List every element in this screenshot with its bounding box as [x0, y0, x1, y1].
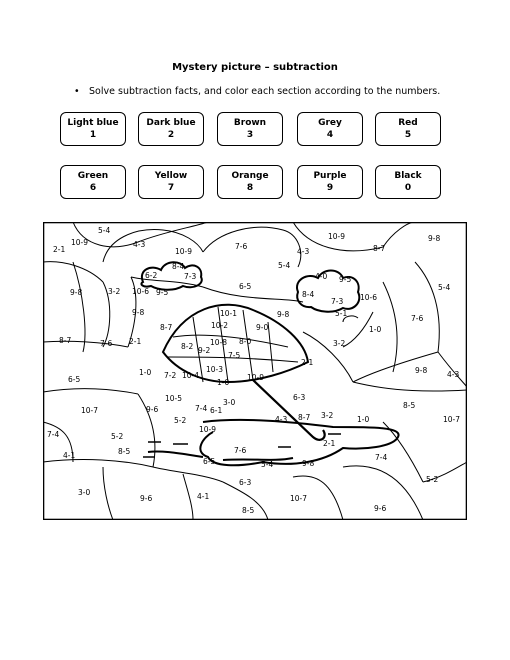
fact-label: 9-8 [277, 310, 290, 319]
fact-label: 10-9 [199, 425, 217, 434]
color-number: 0 [404, 183, 412, 193]
mystery-picture [43, 222, 467, 520]
fact-label: 8-7 [59, 336, 72, 345]
puddle-outline [200, 420, 398, 465]
region-line [43, 262, 103, 282]
fact-label: 5-4 [98, 226, 111, 235]
color-key-light-blue [60, 112, 126, 146]
region-line [153, 467, 223, 482]
region-line [43, 341, 128, 347]
fact-label: 3-0 [78, 488, 91, 497]
fact-label: 5-2 [111, 432, 124, 441]
umbrella-rib [268, 322, 273, 372]
fact-label: 1-0 [139, 368, 152, 377]
fact-label: 6-3 [293, 393, 306, 402]
fact-label: 10-7 [290, 494, 308, 503]
fact-label: 7-6 [100, 339, 113, 348]
region-line [383, 282, 397, 372]
region-line [103, 467, 113, 520]
fact-label: 3-2 [321, 411, 334, 420]
fact-label: 5-4 [438, 283, 451, 292]
fact-label: 10-9 [247, 373, 265, 382]
fact-label: 10-2 [211, 321, 229, 330]
color-number: 3 [246, 130, 254, 140]
color-name: Light blue [67, 118, 119, 128]
color-number: 6 [89, 183, 97, 193]
region-line [103, 230, 203, 262]
bullet-icon: • [74, 86, 80, 97]
fact-label: 5-2 [426, 475, 439, 484]
fact-label: 10-1 [220, 309, 238, 318]
fact-label: 6-5 [68, 375, 81, 384]
fact-label: 4-1 [63, 451, 76, 460]
color-name: Green [77, 171, 109, 181]
fact-label: 9-5 [156, 288, 169, 297]
color-key-yellow [138, 165, 204, 199]
umbrella-handle [253, 380, 325, 440]
fact-label: 10-8 [210, 338, 228, 347]
fact-label: 5-1 [335, 309, 348, 318]
fact-label: 8-7 [373, 244, 386, 253]
fact-label: 9-5 [339, 275, 352, 284]
region-line [415, 262, 439, 352]
fact-label: 10-4 [182, 371, 200, 380]
fact-label: 4-1 [197, 492, 210, 501]
fact-label: 8-4 [302, 290, 315, 299]
color-name: Grey [318, 118, 342, 128]
fact-label: 5-4 [278, 261, 291, 270]
fact-label: 10-6 [360, 293, 378, 302]
fact-label: 7-6 [235, 242, 248, 251]
fact-label: 6-5 [203, 457, 216, 466]
fact-label: 4-3 [275, 415, 288, 424]
fact-label: 6-2 [145, 271, 158, 280]
fact-label: 8-4 [172, 262, 185, 271]
color-key-black [375, 165, 441, 199]
fact-label: 10-6 [132, 287, 150, 296]
region-line [203, 287, 303, 302]
fact-label: 9-8 [132, 308, 145, 317]
color-key-red [375, 112, 441, 146]
fact-label: 8-0 [239, 337, 252, 346]
fact-label: 9-8 [302, 459, 315, 468]
fact-label: 2-1 [129, 337, 142, 346]
fact-label: 9-2 [198, 346, 211, 355]
fact-label: 9-8 [428, 234, 441, 243]
fact-label: 7-5 [228, 351, 241, 360]
fact-label: 5-4 [261, 460, 274, 469]
picture-frame [44, 223, 467, 520]
color-name: Red [398, 118, 418, 128]
fact-label: 7-6 [234, 446, 247, 455]
fact-label: 9-8 [70, 288, 83, 297]
page-title: Mystery picture – subtraction [172, 62, 338, 73]
color-key-brown [217, 112, 283, 146]
fact-label: 6-1 [210, 406, 223, 415]
fact-label: 2-1 [301, 358, 314, 367]
color-key-green [60, 165, 126, 199]
color-key-purple [297, 165, 363, 199]
picture-outline-svg [43, 222, 467, 520]
color-name: Yellow [154, 171, 188, 181]
fact-label: 7-4 [375, 453, 388, 462]
color-number: 5 [404, 130, 412, 140]
region-line [353, 382, 467, 391]
fact-label: 10-9 [328, 232, 346, 241]
fact-label: 10-9 [71, 238, 89, 247]
fact-label: 4-3 [447, 370, 460, 379]
region-line [43, 460, 153, 467]
color-number: 1 [89, 130, 97, 140]
color-number: 8 [246, 183, 254, 193]
fact-label: 1-0 [357, 415, 370, 424]
fact-label: 9-0 [256, 323, 269, 332]
color-name: Orange [231, 171, 269, 181]
fact-label: 2-1 [53, 245, 66, 254]
fact-label: 3-2 [108, 287, 121, 296]
fact-label: 10-3 [206, 365, 224, 374]
region-line [383, 222, 415, 247]
region-line [43, 388, 138, 394]
color-number: 2 [167, 130, 175, 140]
fact-label: 8-5 [403, 401, 416, 410]
fact-label: 5-2 [174, 416, 187, 425]
fact-label: 9-6 [374, 504, 387, 513]
region-line [303, 332, 353, 382]
color-name: Dark blue [146, 118, 196, 128]
fact-label: 9-8 [415, 366, 428, 375]
fact-label: 4-3 [133, 240, 146, 249]
fact-label: 7-2 [164, 371, 177, 380]
fact-label: 7-3 [331, 297, 344, 306]
region-line [183, 474, 193, 520]
fact-label: 7-4 [195, 404, 208, 413]
puddle-outline [223, 458, 293, 460]
fact-label: 7-6 [411, 314, 424, 323]
fact-label: 3-0 [223, 398, 236, 407]
fact-label: 6-3 [239, 478, 252, 487]
fact-label: 4-3 [297, 247, 310, 256]
fact-label: 10-7 [81, 406, 99, 415]
color-key-dark-blue [138, 112, 204, 146]
fact-label: 1-0 [217, 378, 230, 387]
color-name: Black [394, 171, 422, 181]
instruction-text [74, 86, 440, 97]
region-line [383, 422, 423, 482]
color-key-orange [217, 165, 283, 199]
fact-label: 8-5 [118, 447, 131, 456]
fact-label: 2-1 [323, 439, 336, 448]
fact-label: 8-7 [298, 413, 311, 422]
fact-label: 8-2 [181, 342, 194, 351]
fact-label: 8-5 [242, 506, 255, 515]
fact-label: 7-4 [47, 430, 60, 439]
region-line [73, 262, 85, 352]
color-number: 9 [326, 183, 334, 193]
fact-label: 10-9 [175, 247, 193, 256]
fact-label: 3-2 [333, 339, 346, 348]
fact-label: 9-6 [140, 494, 153, 503]
fact-label: 1-0 [369, 325, 382, 334]
puddle-outline [148, 451, 203, 457]
fact-label: 10-5 [165, 394, 183, 403]
color-name: Purple [313, 171, 347, 181]
instruction-label: Solve subtraction facts, and color each section according to the numbers. [89, 86, 441, 97]
fact-label: 6-5 [239, 282, 252, 291]
color-number: 4 [326, 130, 334, 140]
fact-label: 9-6 [146, 405, 159, 414]
fact-label: 10-7 [443, 415, 461, 424]
color-key-grey [297, 112, 363, 146]
fact-label: 7-3 [184, 272, 197, 281]
fact-label: 8-7 [160, 323, 173, 332]
fact-label: 4-0 [315, 272, 328, 281]
color-number: 7 [167, 183, 175, 193]
color-name: Brown [233, 118, 267, 128]
